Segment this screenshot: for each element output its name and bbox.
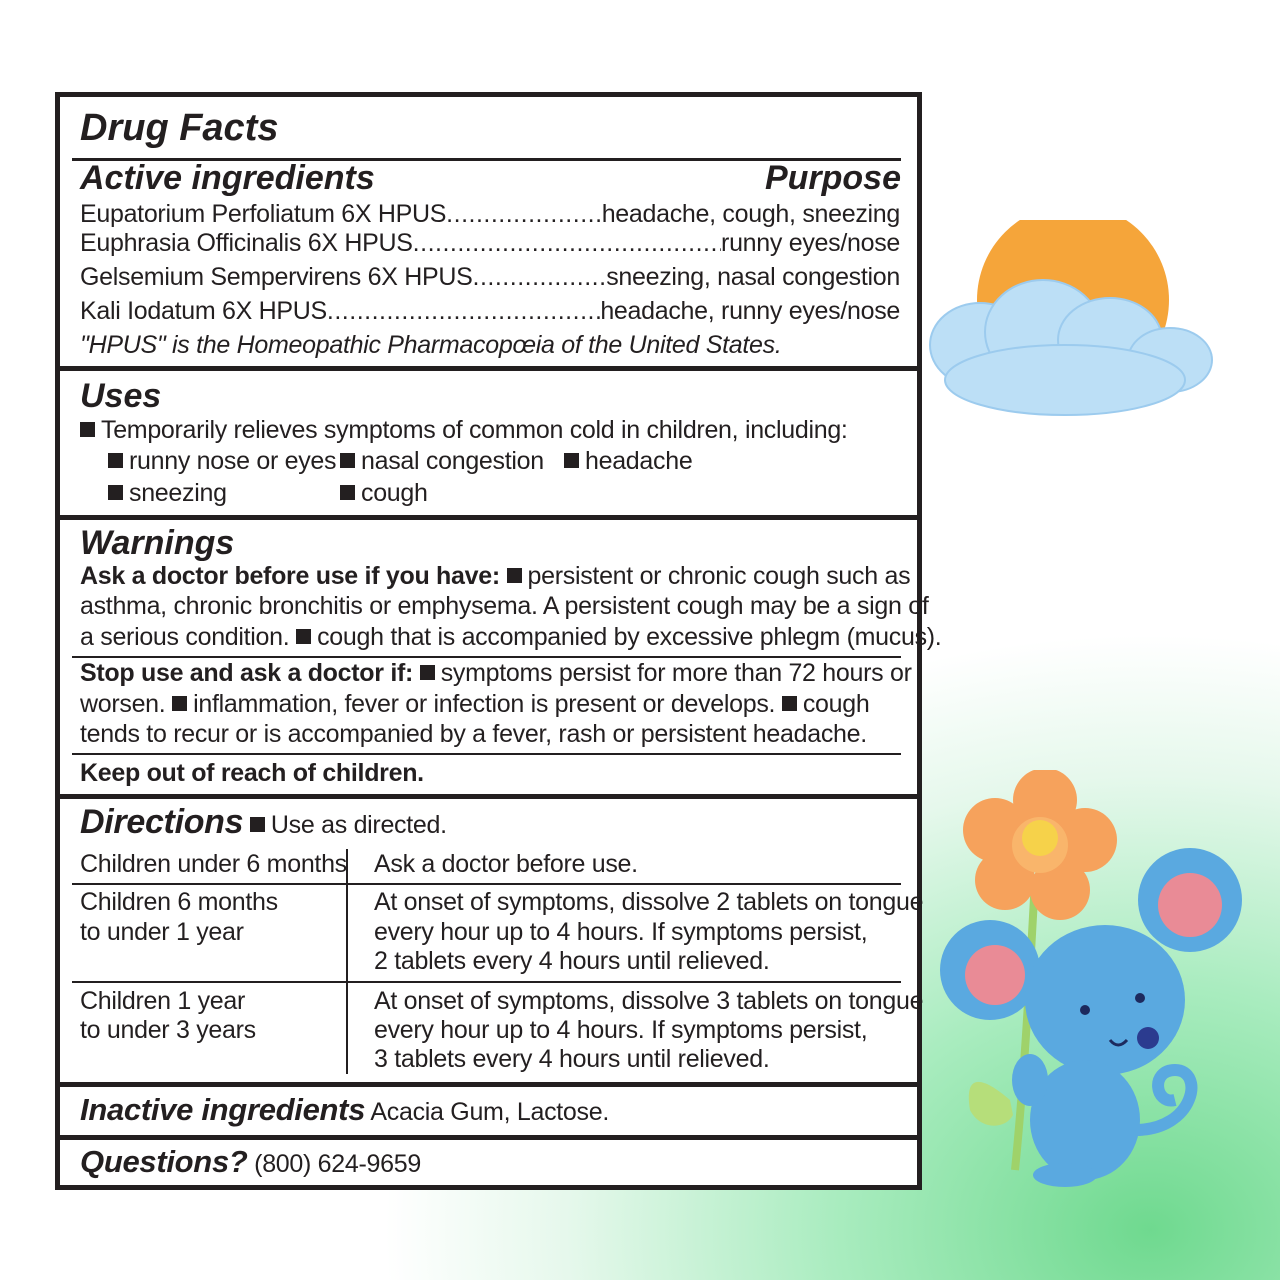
ingredient-name: Eupatorium Perfoliatum 6X HPUS — [80, 200, 447, 228]
leader-dots — [473, 263, 607, 292]
table-row-divider — [72, 883, 901, 885]
ingredient-purpose: headache, cough, sneezing — [601, 200, 900, 228]
questions-line — [80, 1144, 421, 1180]
mouse-flower-illustration — [935, 770, 1255, 1190]
uses-heading: Uses — [80, 377, 162, 415]
warnings-divider — [72, 753, 901, 755]
warnings-divider — [72, 656, 901, 658]
dose-cell: Ask a doctor before use. — [374, 850, 638, 878]
bullet-icon — [340, 453, 355, 468]
questions-heading: Questions? — [80, 1144, 248, 1179]
section-divider — [60, 794, 917, 799]
warning-text: tends to recur or is accompanied by a fever, rash or persistent headache. — [80, 720, 867, 748]
bullet-icon — [340, 485, 355, 500]
table-row-divider — [72, 981, 901, 983]
section-divider — [60, 366, 917, 371]
leader-dots — [413, 229, 721, 258]
bullet-icon — [296, 629, 311, 644]
hpus-note: "HPUS" is the Homeopathic Pharmacopœia of the United States. — [80, 331, 782, 359]
ingredient-row — [80, 263, 900, 292]
age-cell: Children under 6 months — [80, 850, 347, 878]
ingredient-purpose: headache, runny eyes/nose — [600, 297, 900, 325]
ingredient-row — [80, 297, 900, 326]
questions-phone: (800) 624-9659 — [254, 1150, 421, 1178]
keep-out-text: Keep out of reach of children. — [80, 759, 424, 787]
bullet-icon — [172, 696, 187, 711]
bullet-icon — [108, 453, 123, 468]
bullet-icon — [420, 665, 435, 680]
directions-header — [80, 803, 447, 842]
leader-dots — [327, 297, 600, 326]
uses-intro: Temporarily relieves symptoms of common cold in children, including: — [80, 416, 848, 445]
cloud-icon — [930, 280, 1212, 415]
warning-text: worsen. inflammation, fever or infection is present or develops. cough — [80, 690, 870, 718]
symptom-item: runny nose or eyes — [108, 447, 336, 476]
leader-dots — [446, 200, 602, 229]
directions-heading: Directions — [80, 803, 244, 841]
bullet-icon — [250, 817, 265, 832]
ask-doctor-label: Ask a doctor before use if you have: — [80, 562, 500, 590]
warning-text: a serious condition. cough that is accompanied by excessive phlegm (mucus). — [80, 623, 942, 651]
section-divider — [60, 515, 917, 520]
ingredient-row — [80, 229, 900, 258]
ingredient-name: Kali Iodatum 6X HPUS — [80, 297, 327, 325]
stop-use-line: Stop use and ask a doctor if: symptoms persist for more than 72 hours or — [80, 659, 912, 687]
section-divider — [60, 1082, 917, 1087]
ingredient-name: Euphrasia Officinalis 6X HPUS — [80, 229, 413, 257]
drug-facts-title: Drug Facts — [80, 107, 279, 149]
sun-cloud-illustration — [925, 220, 1225, 430]
ingredient-purpose: runny eyes/nose — [721, 229, 900, 257]
age-cell: to under 1 year — [80, 918, 244, 946]
symptom-item: nasal congestion — [340, 447, 544, 476]
age-cell: to under 3 years — [80, 1016, 256, 1044]
age-cell: Children 6 months — [80, 888, 278, 916]
table-divider — [346, 882, 348, 1074]
symptom-item: sneezing — [108, 479, 227, 508]
warning-text: asthma, chronic bronchitis or emphysema. A persistent cough may be a sign of — [80, 592, 929, 620]
ingredient-purpose: sneezing, nasal congestion — [606, 263, 900, 291]
section-divider — [60, 1135, 917, 1140]
bullet-icon — [564, 453, 579, 468]
purpose-heading: Purpose — [764, 159, 901, 197]
bullet-icon — [80, 422, 95, 437]
symptom-item: cough — [340, 479, 428, 508]
inactive-text: Acacia Gum, Lactose. — [370, 1098, 609, 1126]
dose-cell: 2 tablets every 4 hours until relieved. — [374, 947, 770, 975]
symptom-item: headache — [564, 447, 692, 476]
ask-doctor-line: Ask a doctor before use if you have: persistent or chronic cough such as — [80, 562, 911, 590]
warnings-heading: Warnings — [80, 524, 235, 562]
dose-cell: At onset of symptoms, dissolve 3 tablets on tongue — [374, 987, 924, 1015]
bullet-icon — [108, 485, 123, 500]
inactive-heading: Inactive ingredients — [80, 1092, 366, 1127]
dose-cell: 3 tablets every 4 hours until relieved. — [374, 1045, 770, 1073]
dose-cell: every hour up to 4 hours. If symptoms persist, — [374, 1016, 868, 1044]
bullet-icon — [782, 696, 797, 711]
dose-cell: At onset of symptoms, dissolve 2 tablets on tongue — [374, 888, 924, 916]
directions-intro: Use as directed. — [270, 811, 447, 839]
inactive-line — [80, 1092, 609, 1128]
ingredient-row — [80, 200, 900, 229]
ingredient-name: Gelsemium Sempervirens 6X HPUS — [80, 263, 473, 291]
active-ingredients-heading: Active ingredients — [80, 159, 375, 197]
drug-facts-panel — [55, 92, 942, 1190]
age-cell: Children 1 year — [80, 987, 246, 1015]
dose-cell: every hour up to 4 hours. If symptoms persist, — [374, 918, 868, 946]
bullet-icon — [507, 568, 522, 583]
stop-use-label: Stop use and ask a doctor if: — [80, 659, 414, 687]
